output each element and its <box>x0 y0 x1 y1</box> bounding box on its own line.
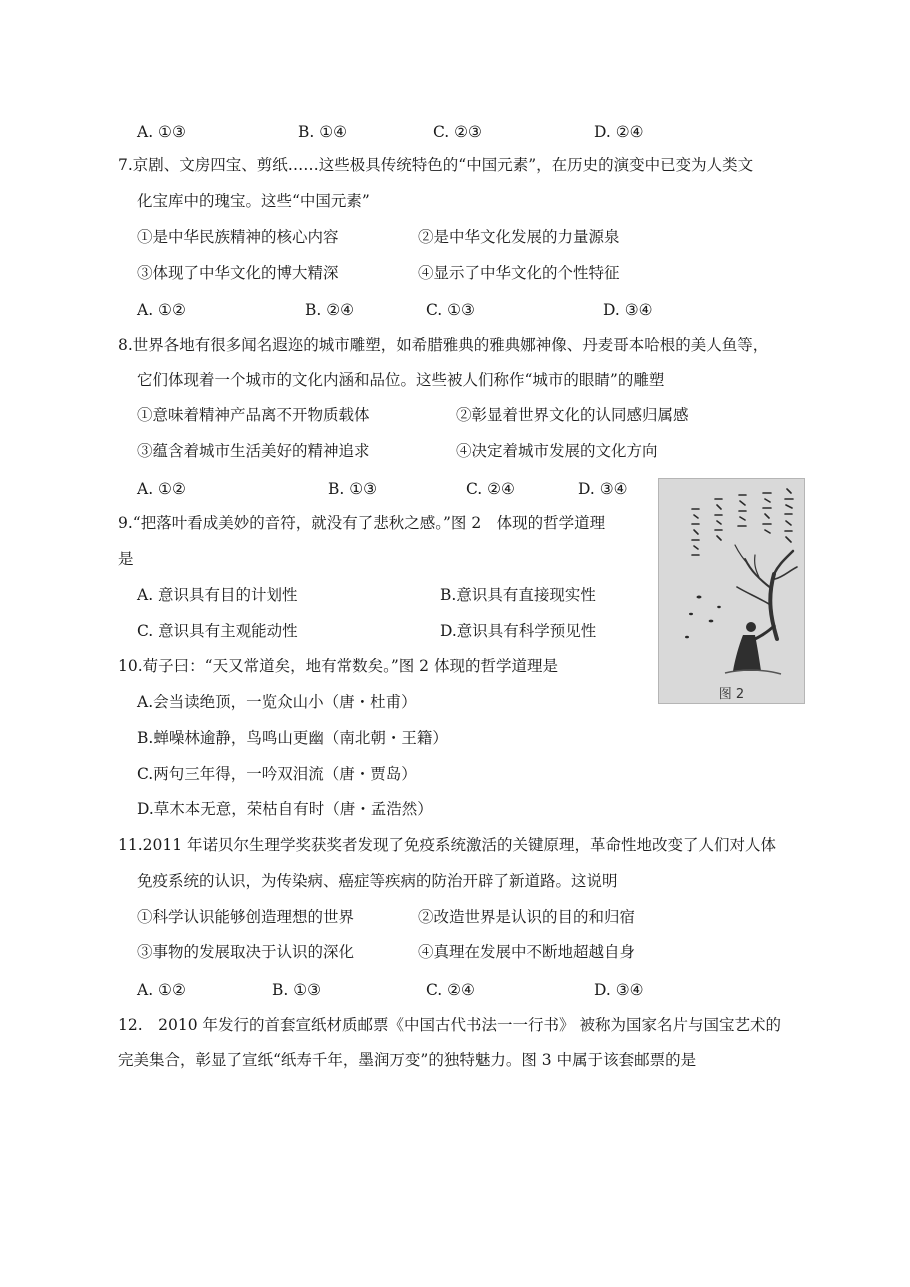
q12-stem-line1: 12. 2010 年发行的首套宣纸材质邮票《中国古代书法一一行书》 被称为国家名片与国宝艺术的 <box>118 1016 781 1034</box>
q8-item-1: ①意味着精神产品离不开物质载体 <box>137 406 370 424</box>
q9-option-c: C. 意识具有主观能动性 <box>137 622 298 640</box>
q7-option-c: C. ①③ <box>426 301 475 319</box>
q11-item-1: ①科学认识能够创造理想的世界 <box>137 908 355 926</box>
figure-2-painting <box>658 478 805 704</box>
q6-option-d: D. ②④ <box>594 123 644 141</box>
q11-stem-line2: 免疫系统的认识，为传染病、癌症等疾病的防治开辟了新道路。这说明 <box>137 872 618 890</box>
q11-option-d: D. ③④ <box>594 981 644 999</box>
q7-item-3: ③体现了中华文化的博大精深 <box>137 264 339 282</box>
q8-option-b: B. ①③ <box>328 480 378 498</box>
q10-option-c: C.两句三年得，一吟双泪流（唐・贾岛） <box>137 765 417 783</box>
q10-option-d: D.草木本无意，荣枯自有时（唐・孟浩然） <box>137 800 433 818</box>
q12-stem-line2: 完美集合，彰显了宣纸“纸寿千年，墨润万变”的独特魅力。图 3 中属于该套邮票的是 <box>118 1051 697 1069</box>
q10-stem: 10.荀子曰：“天又常道矣，地有常数矣。”图 2 体现的哲学道理是 <box>118 657 558 675</box>
q7-stem-line1: 7.京剧、文房四宝、剪纸……这些极具传统特色的“中国元素”，在历史的演变中已变为人类文 <box>118 156 754 174</box>
q9-option-b: B.意识具有直接现实性 <box>440 586 596 604</box>
q11-item-3: ③事物的发展取决于认识的深化 <box>137 943 355 961</box>
q7-item-2: ②是中华文化发展的力量源泉 <box>418 228 620 246</box>
q8-stem-line2: 它们体现着一个城市的文化内涵和品位。这些被人们称作“城市的眼睛”的雕塑 <box>137 371 665 389</box>
q6-option-b: B. ①④ <box>298 123 348 141</box>
q9-option-d: D.意识具有科学预见性 <box>440 622 597 640</box>
q9-stem-line1: 9.“把落叶看成美妙的音符，就没有了悲秋之感。”图 2 体现的哲学道理 <box>118 514 606 532</box>
q7-stem-line2: 化宝库中的瑰宝。这些“中国元素” <box>137 192 370 210</box>
q9-option-a: A. 意识具有目的计划性 <box>137 586 298 604</box>
q6-option-a: A. ①③ <box>137 123 186 141</box>
q7-option-b: B. ②④ <box>305 301 355 319</box>
q7-option-d: D. ③④ <box>603 301 653 319</box>
q11-option-b: B. ①③ <box>272 981 322 999</box>
q8-item-2: ②彰显着世界文化的认同感归属感 <box>456 406 689 424</box>
ink-painting-illustration <box>659 479 806 705</box>
q7-item-1: ①是中华民族精神的核心内容 <box>137 228 339 246</box>
q8-option-d: D. ③④ <box>578 480 628 498</box>
q8-item-3: ③蕴含着城市生活美好的精神追求 <box>137 442 370 460</box>
q10-option-b: B.蝉噪林逾静，鸟鸣山更幽（南北朝・王籍） <box>137 729 448 747</box>
q11-option-a: A. ①② <box>137 981 186 999</box>
q8-stem-line1: 8.世界各地有很多闻名遐迩的城市雕塑，如希腊雅典的雅典娜神像、丹麦哥本哈根的美人鱼等， <box>118 336 769 354</box>
q11-item-4: ④真理在发展中不断地超越自身 <box>418 943 636 961</box>
figure-2-caption: 图 2 <box>718 687 745 702</box>
q11-stem-line1: 11.2011 年诺贝尔生理学奖获奖者发现了免疫系统激活的关键原理，革命性地改变了人们对人体 <box>118 836 777 854</box>
q7-option-a: A. ①② <box>137 301 186 319</box>
q8-option-c: C. ②④ <box>466 480 515 498</box>
q9-stem-line2: 是 <box>118 550 134 568</box>
q8-option-a: A. ①② <box>137 480 186 498</box>
q8-item-4: ④决定着城市发展的文化方向 <box>456 442 658 460</box>
q11-option-c: C. ②④ <box>426 981 475 999</box>
q6-option-c: C. ②③ <box>433 123 482 141</box>
q11-item-2: ②改造世界是认识的目的和归宿 <box>418 908 636 926</box>
q10-option-a: A.会当读绝顶，一览众山小（唐・杜甫） <box>137 693 417 711</box>
q7-item-4: ④显示了中华文化的个性特征 <box>418 264 620 282</box>
